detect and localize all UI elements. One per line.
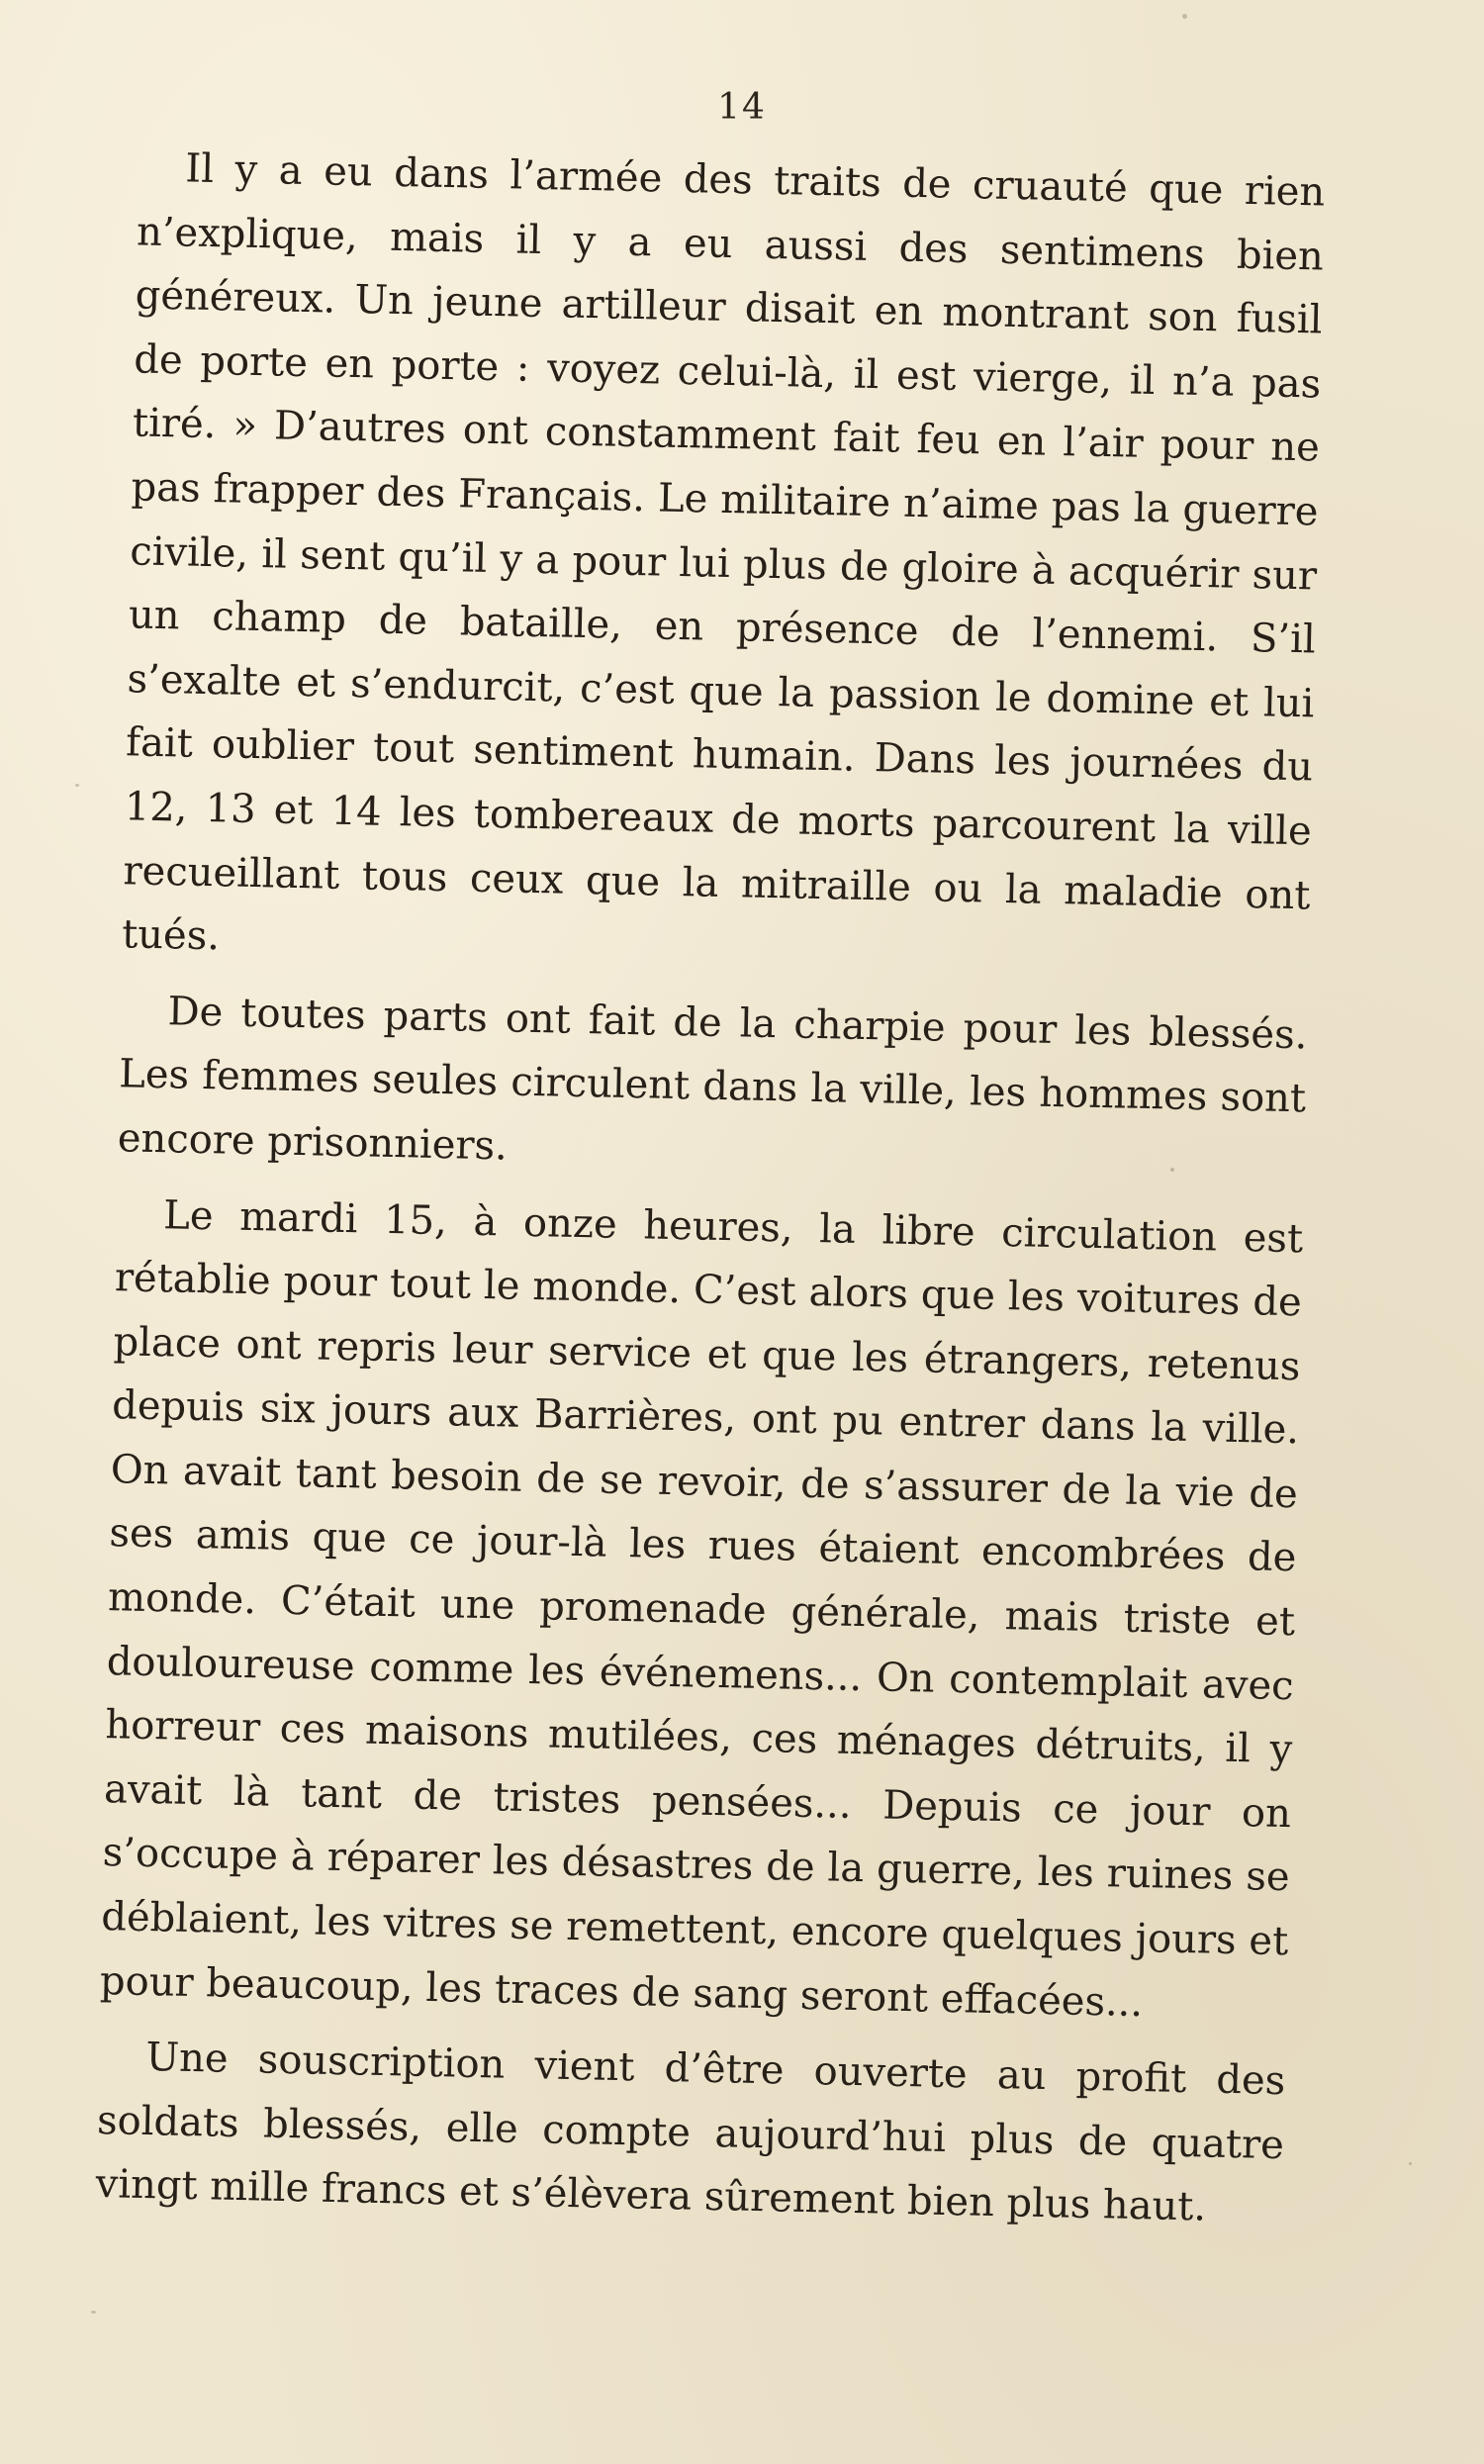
paper-speck [91,2311,96,2314]
paragraph-circulation-restored: Le mardi 15, à onze heures, la libre circulation est rétablie pour tout le monde. C’est alors que les voitures de place ont repris leur service et que les étrangers, retenus depuis six jours aux Barrières, ont pu entrer dans la ville. On avait tant besoin de se revoir, de s’assurer de la vie de ses amis que ce jour-là les rues étaient encombrées de monde. C’était une promenade générale, mais triste et douloureuse comme les événemens... On contemplait avec horreur ces maisons mutilées, ces ménages détruits, il y avait là tant de tristes pensées... Depuis ce jour on s’occupe à réparer les désastres de la guerre, les ruines se déblaient, les vitres se remettent, encore quelques jours et pour beaucoup, les traces de sang seront effacées... [99,1191,1304,2026]
paper-speck [75,784,79,787]
paragraph-army-conduct: Il y a eu dans l’armée des traits de cruauté que rien n’explique, mais il y a eu aussi des sentimens bien généreux. Un jeune artilleur disait en montrant son fusil de porte en porte : voyez celui-là, il est vierge, il n’a pas tiré. » D’autres ont constamment fait feu en l’air pour ne pas frapper des Français. Le militaire n’aime pas la guerre civile, il sent qu’il y a pour lui plus de gloire à acquérir sur un champ de bataille, en présence de l’ennemi. S’il s’exalte et s’endurcit, c’est que la passion le domine et lui fait oublier tout sentiment humain. Dans les journées du 12, 13 et 14 les tombereaux de morts parcourent la ville recueillant tous ceux que la mitraille ou la maladie ont tués. [121,145,1326,960]
paper-speck [1170,1168,1174,1172]
page-number: 14 [717,87,767,128]
paragraph-wounded-care: De toutes parts ont fait de la charpie pour les blessés. Les femmes seules circulent dans la ville, les hommes sont encore prisonniers. [117,988,1308,1170]
paper-speck [1182,14,1187,19]
paper-speck [1409,2162,1412,2165]
paragraph-subscription: Une souscription vient d’être ouverte au profit des soldats blessés, elle compte aujourd’hui plus de quatre vingt mille francs et s’élèvera sûrement bien plus haut. [95,2035,1286,2230]
body-text [95,136,1326,2241]
